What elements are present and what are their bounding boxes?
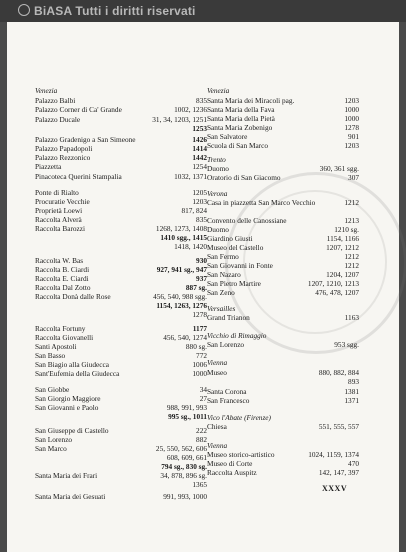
entry-pages: 1207, 1212 (326, 243, 359, 252)
entry-name: Palazzo Balbi (35, 96, 76, 105)
entry-pages: 1205 (192, 188, 207, 197)
index-entry (35, 215, 207, 224)
index-entry (207, 252, 359, 261)
index-entry (35, 188, 207, 197)
entry-pages: 1163 (344, 313, 359, 322)
entry-name: Oratorio di San Giacomo (207, 173, 281, 182)
banner-text: BiASA Tutti i diritti riservati (34, 4, 196, 18)
entry-name: Chiesa (207, 422, 227, 431)
index-entry (207, 450, 359, 459)
index-entry (35, 310, 207, 319)
entry-name: Raccolta Barozzi (35, 224, 86, 233)
entry-pages: 1000 (344, 114, 359, 123)
entry-name: San Giovanni in Fonte (207, 261, 273, 270)
index-entry (35, 360, 207, 369)
index-entry (35, 242, 207, 251)
entry-pages: 27 (199, 394, 207, 403)
entry-pages: 930 (196, 256, 207, 265)
entry-name: Pinacoteca Querini Stampalia (35, 172, 122, 181)
index-entry (207, 96, 359, 105)
entry-pages: 1154, 1166 (326, 234, 359, 243)
entry-name: Duomo (207, 164, 229, 173)
entry-name: Raccolta Giovanelli (35, 333, 94, 342)
entry-pages: 794 sg., 830 sg. (161, 462, 207, 471)
index-entry (207, 132, 359, 141)
entry-name: Santa Maria dei Frari (35, 471, 98, 480)
entry-pages: 1253 (192, 124, 207, 133)
index-entry (207, 313, 359, 322)
index-entry (35, 172, 207, 181)
index-entry (207, 114, 359, 123)
entry-name: Raccolta B. Ciardi (35, 265, 90, 274)
section-heading: Venezia (207, 86, 230, 95)
entry-pages: 1203 (344, 141, 359, 150)
entry-name: San Salvatore (207, 132, 248, 141)
entry-pages: 995 sg., 1011 (168, 412, 207, 421)
entry-name: San Lorenzo (35, 435, 73, 444)
entry-name: San Nazaro (207, 270, 241, 279)
index-entry (35, 435, 207, 444)
index-entry (35, 224, 207, 233)
index-entry (35, 124, 207, 133)
entry-pages: 901 (348, 132, 359, 141)
entry-name: Grand Trianon (207, 313, 250, 322)
entry-name: San Giorgio Maggiore (35, 394, 101, 403)
index-entry (35, 283, 207, 292)
entry-name: Raccolta Auspitz (207, 468, 257, 477)
entry-pages: 880 sg. (185, 342, 207, 351)
entry-pages: 880, 882, 884 (318, 368, 359, 377)
entry-pages: 222 (196, 426, 207, 435)
index-entry (35, 162, 207, 171)
entry-pages: 1212 (344, 198, 359, 207)
entry-name: Santa Maria Zobenigo (207, 123, 273, 132)
index-entry (207, 340, 359, 349)
entry-name: San Biagio alla Giudecca (35, 360, 109, 369)
entry-name: Raccolta W. Bas (35, 256, 84, 265)
entry-name: Giardino Giusti (207, 234, 253, 243)
entry-pages: 887 sg. (185, 283, 207, 292)
entry-pages: 1278 (344, 123, 359, 132)
entry-pages: 772 (196, 351, 207, 360)
entry-pages: 1254 (192, 162, 207, 171)
section-heading: Vienna (207, 358, 228, 367)
entry-pages: 360, 361 sgg. (319, 164, 359, 173)
entry-pages: 1381 (344, 387, 359, 396)
entry-pages: 34 (199, 385, 207, 394)
entry-name: Proprietà Loewi (35, 206, 83, 215)
entry-pages: 470 (348, 459, 359, 468)
entry-pages: 1418, 1420 (174, 242, 207, 251)
index-entry (35, 369, 207, 378)
index-entry (35, 96, 207, 105)
index-entry (35, 394, 207, 403)
page-number: XXXV (322, 484, 348, 493)
entry-pages: 1414 (192, 144, 207, 153)
entry-name: Palazzo Gradenigo a San Simeone (35, 135, 136, 144)
index-entry (207, 173, 359, 182)
entry-name: Museo (207, 368, 227, 377)
index-entry (35, 256, 207, 265)
entry-pages: 835 (196, 215, 207, 224)
entry-pages: 1000 (192, 369, 207, 378)
entry-name: Raccolta E. Ciardi (35, 274, 89, 283)
index-page (7, 22, 399, 552)
index-entry (207, 261, 359, 270)
entry-pages: 1212 (344, 252, 359, 261)
archive-banner (0, 0, 406, 22)
index-entry (207, 243, 359, 252)
index-entry (35, 265, 207, 274)
index-entry (207, 225, 359, 234)
entry-pages: 1002, 1236 (174, 105, 207, 114)
index-entry (35, 115, 207, 124)
biasa-logo-icon (18, 4, 30, 16)
entry-name: Sant'Eufemia della Giudecca (35, 369, 120, 378)
index-entry (207, 368, 359, 377)
entry-name: Raccolta Dal Zotto (35, 283, 91, 292)
entry-name: Ponte di Rialto (35, 188, 79, 197)
index-entry (35, 342, 207, 351)
entry-name: San Zeno (207, 288, 235, 297)
index-entry (35, 403, 207, 412)
entry-name: San Giobbe (35, 385, 70, 394)
entry-pages: 1177 (192, 324, 207, 333)
index-entry (207, 198, 359, 207)
entry-pages: 937 (196, 274, 207, 283)
entry-pages: 835 (196, 96, 207, 105)
index-entry (35, 105, 207, 114)
entry-pages: 1426 (192, 135, 207, 144)
entry-pages: 1203 (344, 96, 359, 105)
entry-pages: 1410 sgg., 1415 (160, 233, 207, 242)
entry-name: Santi Apostoli (35, 342, 77, 351)
entry-name: Scuola di San Marco (207, 141, 268, 150)
entry-pages: 882 (196, 435, 207, 444)
entry-pages: 25, 550, 562, 606 (155, 444, 207, 453)
entry-name: Raccolta Fortuny (35, 324, 86, 333)
entry-pages: 307 (348, 173, 359, 182)
index-entry (35, 144, 207, 153)
entry-name: Santa Maria dei Gesuati (35, 492, 106, 501)
entry-pages: 1207, 1210, 1213 (307, 279, 359, 288)
index-entry (207, 422, 359, 431)
entry-pages: 608, 609, 661 (166, 453, 207, 462)
index-entry (35, 412, 207, 421)
entry-name: Raccolta Donà dalle Rose (35, 292, 111, 301)
entry-name: San Marco (35, 444, 67, 453)
section-heading: Trento (207, 155, 226, 164)
entry-name: Museo storico-artistico (207, 450, 275, 459)
index-entry (35, 492, 207, 501)
index-entry (35, 462, 207, 471)
entry-pages: 988, 991, 993 (166, 403, 207, 412)
entry-name: Palazzo Corner di Ca' Grande (35, 105, 122, 114)
entry-name: San Lorenzo (207, 340, 245, 349)
entry-pages: 142, 147, 397 (318, 468, 359, 477)
index-entry (35, 385, 207, 394)
entry-pages: 1212 (344, 261, 359, 270)
index-entry (207, 279, 359, 288)
section-heading: Vico l'Abate (Firenze) (207, 413, 271, 422)
index-entry (207, 164, 359, 173)
index-entry (35, 324, 207, 333)
entry-name: Casa in piazzetta San Marco Vecchio (207, 198, 316, 207)
index-entry (207, 141, 359, 150)
index-entry (35, 333, 207, 342)
index-entry (207, 123, 359, 132)
entry-name: San Giovanni e Paolo (35, 403, 99, 412)
entry-name: Piazzetta (35, 162, 62, 171)
entry-name: San Basso (35, 351, 66, 360)
entry-pages: 1213 (344, 216, 359, 225)
entry-name: San Giuseppe di Castello (35, 426, 109, 435)
entry-pages: 1154, 1263, 1276 (156, 301, 207, 310)
index-entry (35, 351, 207, 360)
entry-pages: 34, 878, 896 sg. (160, 471, 207, 480)
entry-name: Santa Maria della Fava (207, 105, 275, 114)
index-entry (35, 233, 207, 242)
index-entry (207, 468, 359, 477)
entry-name: Raccolta Alverà (35, 215, 82, 224)
entry-pages: 1032, 1371 (174, 172, 207, 181)
entry-name: Palazzo Rezzonico (35, 153, 91, 162)
entry-pages: 551, 555, 557 (318, 422, 359, 431)
index-entry (35, 292, 207, 301)
entry-name: Palazzo Ducale (35, 115, 81, 124)
index-entry (207, 387, 359, 396)
index-entry (207, 216, 359, 225)
entry-name: Santa Maria della Pietà (207, 114, 275, 123)
section-heading: Vicchio di Rimaggio (207, 331, 267, 340)
entry-name: Museo del Castello (207, 243, 264, 252)
entry-pages: 991, 993, 1000 (163, 492, 207, 501)
entry-pages: 953 sgg. (334, 340, 359, 349)
index-entry (207, 377, 359, 386)
entry-pages: 1204, 1207 (326, 270, 359, 279)
entry-name: Museo di Corte (207, 459, 253, 468)
entry-pages: 1278 (192, 310, 207, 319)
entry-name: San Fermo (207, 252, 239, 261)
index-entry (207, 234, 359, 243)
index-entry (35, 471, 207, 480)
index-entry (35, 274, 207, 283)
entry-name: Santa Corona (207, 387, 247, 396)
entry-name: Procuratie Vecchie (35, 197, 90, 206)
index-entry (35, 426, 207, 435)
index-entry (207, 105, 359, 114)
entry-pages: 1371 (344, 396, 359, 405)
entry-name: Santa Maria dei Miracoli pag. (207, 96, 295, 105)
entry-pages: 1006 (192, 360, 207, 369)
entry-pages: 1268, 1273, 1408 (155, 224, 207, 233)
entry-pages: 1365 (192, 480, 207, 489)
entry-pages: 927, 941 sg., 947 (156, 265, 207, 274)
entry-pages: 1203 (192, 197, 207, 206)
index-entry (35, 444, 207, 453)
entry-pages: 1210 sg. (334, 225, 359, 234)
section-heading: Venezia (35, 86, 58, 95)
section-heading: Verona (207, 189, 228, 198)
index-entry (35, 453, 207, 462)
entry-name: Convento delle Canossiane (207, 216, 287, 225)
section-heading: Vienna (207, 441, 228, 450)
index-entry (35, 480, 207, 489)
index-entry (35, 206, 207, 215)
index-entry (35, 153, 207, 162)
entry-name: Duomo (207, 225, 229, 234)
index-entry (207, 459, 359, 468)
entry-pages: 456, 540, 988 sgg. (153, 292, 207, 301)
index-entry (207, 288, 359, 297)
entry-pages: 893 (348, 377, 359, 386)
entry-pages: 31, 34, 1203, 1251 (152, 115, 207, 124)
entry-name: San Francesco (207, 396, 250, 405)
index-entry (207, 270, 359, 279)
entry-pages: 476, 478, 1207 (315, 288, 359, 297)
entry-pages: 1024, 1159, 1374 (308, 450, 359, 459)
index-entry (35, 135, 207, 144)
entry-pages: 1442 (192, 153, 207, 162)
index-entry (207, 396, 359, 405)
entry-name: Palazzo Papadopoli (35, 144, 93, 153)
entry-pages: 817, 824 (181, 206, 207, 215)
section-heading: Versailles (207, 304, 236, 313)
entry-pages: 1000 (344, 105, 359, 114)
index-entry (35, 197, 207, 206)
index-entry (35, 301, 207, 310)
entry-pages: 456, 540, 1274 (163, 333, 207, 342)
entry-name: San Pietro Martire (207, 279, 261, 288)
